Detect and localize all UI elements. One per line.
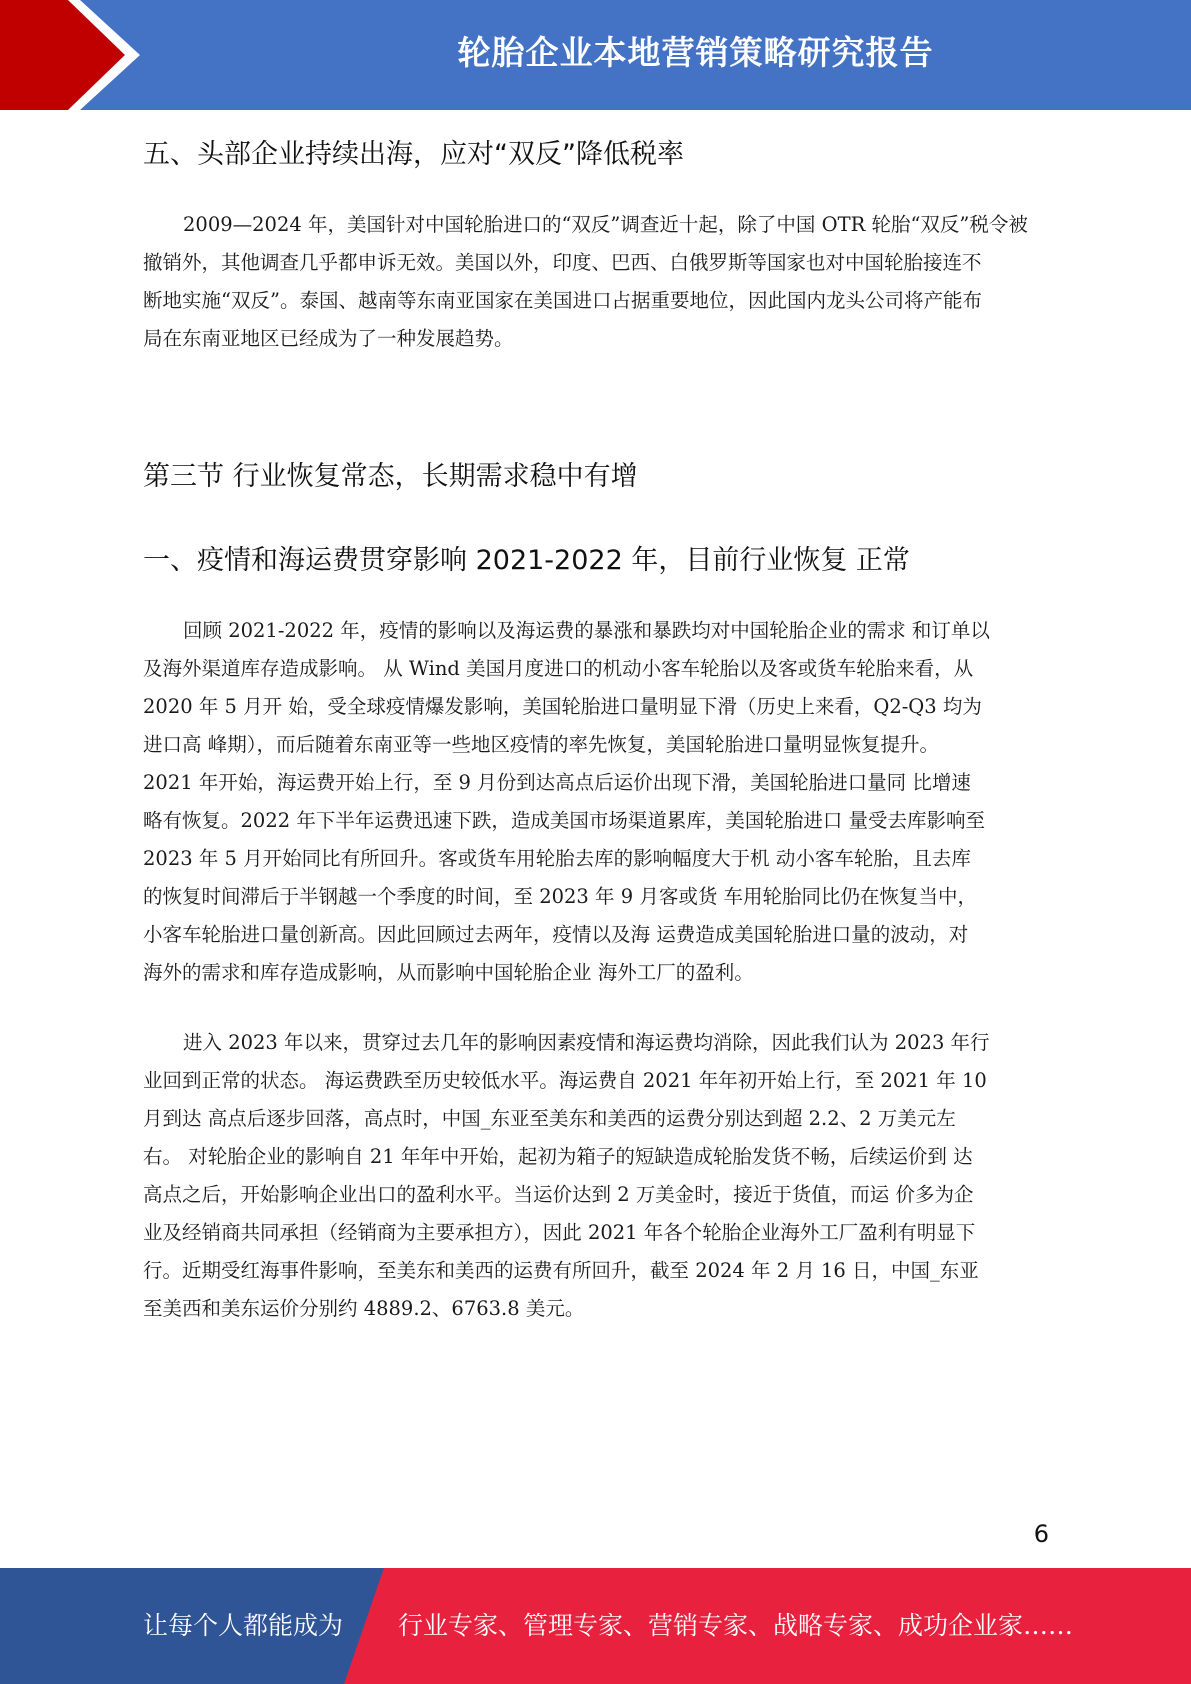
paragraph-line: 2020 年 5 月开 始，受全球疫情爆发影响，美国轮胎进口量明显下滑（历史上来看，Q2-Q3 均为: [143, 695, 982, 718]
paragraph-line: 至美西和美东运价分别约 4889.2、6763.8 美元。: [143, 1297, 585, 1320]
paragraph-line: 2009—2024 年，美国针对中国轮胎进口的“双反”调查近十起，除了中国 OTR 轮胎“双反”税令被: [183, 213, 1028, 236]
paragraph-line: 撤销外，其他调查几乎都申诉无效。美国以外，印度、巴西、白俄罗斯等国家也对中国轮胎接连不: [143, 251, 982, 274]
paragraph-line: 及海外渠道库存造成影响。 从 Wind 美国月度进口的机动小客车轮胎以及客或货车轮胎来看，从: [143, 657, 974, 680]
paragraph-line: 断地实施“双反”。泰国、越南等东南亚国家在美国进口占据重要地位，因此国内龙头公司将产能布: [143, 289, 982, 312]
paragraph-line: 2023 年 5 月开始同比有所回升。客或货车用轮胎去库的影响幅度大于机 动小客车轮胎，且去库: [143, 847, 971, 870]
red-chevron-decoration: [0, 0, 150, 110]
paragraph-line: 高点之后，开始影响企业出口的盈利水平。当运价达到 2 万美金时，接近于货值，而运 价多为企: [143, 1183, 974, 1206]
paragraph-line: 局在东南亚地区已经成为了一种发展趋势。: [143, 327, 514, 350]
section-five-paragraph: [143, 206, 1048, 358]
paragraph-line: 小客车轮胎进口量创新高。因此回顾过去两年，疫情以及海 运费造成美国轮胎进口量的波动，对: [143, 923, 969, 946]
footer-slogan-left: 让每个人都能成为: [143, 1611, 344, 1640]
paragraph-line: 海外的需求和库存造成影响，从而影响中国轮胎企业 海外工厂的盈利。: [143, 961, 754, 984]
paragraph-line: 回顾 2021-2022 年，疫情的影响以及海运费的暴涨和暴跌均对中国轮胎企业的需求 和订单以: [183, 619, 990, 642]
footer-banner: [0, 1568, 1191, 1684]
paragraph-line: 进口高 峰期），而后随着东南亚等一些地区疫情的率先恢复，美国轮胎进口量明显恢复提升。: [143, 733, 939, 756]
paragraph-line: 业回到正常的状态。 海运费跌至历史较低水平。海运费自 2021 年年初开始上行，至 2021 年 10: [143, 1069, 987, 1092]
paragraph-line: 进入 2023 年以来，贯穿过去几年的影响因素疫情和海运费均消除，因此我们认为 2023 年行: [183, 1031, 990, 1054]
subsection-one-paragraph-1: [143, 612, 1048, 992]
section-five-heading: 五、头部企业持续出海，应对“双反”降低税率: [143, 139, 684, 170]
paragraph-line: 右。 对轮胎企业的影响自 21 年年中开始，起初为箱子的短缺造成轮胎发货不畅，后续运价到 达: [143, 1145, 973, 1168]
paragraph-line: 的恢复时间滞后于半钢越一个季度的时间，至 2023 年 9 月客或货 车用轮胎同比仍在恢复当中，: [143, 885, 978, 908]
subsection-one-paragraph-2: [143, 1024, 1048, 1328]
subsection-one-heading: 一、疫情和海运费贯穿影响 2021-2022 年，目前行业恢复 正常: [143, 545, 910, 576]
paragraph-line: 行。近期受红海事件影响，至美东和美西的运费有所回升，截至 2024 年 2 月 16 日，中国_东亚: [143, 1259, 979, 1282]
page-number: 6: [1033, 1520, 1049, 1548]
paragraph-line: 业及经销商共同承担（经销商为主要承担方），因此 2021 年各个轮胎企业海外工厂盈利有明显下: [143, 1221, 976, 1244]
header-banner: [0, 0, 1191, 110]
report-title: 轮胎企业本地营销策略研究报告: [457, 33, 934, 72]
paragraph-line: 月到达 高点后逐步回落，高点时，中国_东亚至美东和美西的运费分别达到超 2.2、2 万美元左: [143, 1107, 956, 1130]
footer-slogan-right: 行业专家、管理专家、营销专家、战略专家、成功企业家……: [398, 1611, 1074, 1640]
section-three-heading: 第三节 行业恢复常态，长期需求稳中有增: [143, 461, 638, 492]
paragraph-line: 略有恢复。2022 年下半年运费迅速下跌，造成美国市场渠道累库，美国轮胎进口 量受去库影响至: [143, 809, 986, 832]
paragraph-line: 2021 年开始，海运费开始上行，至 9 月份到达高点后运价出现下滑，美国轮胎进口量同 比增速: [143, 771, 971, 794]
